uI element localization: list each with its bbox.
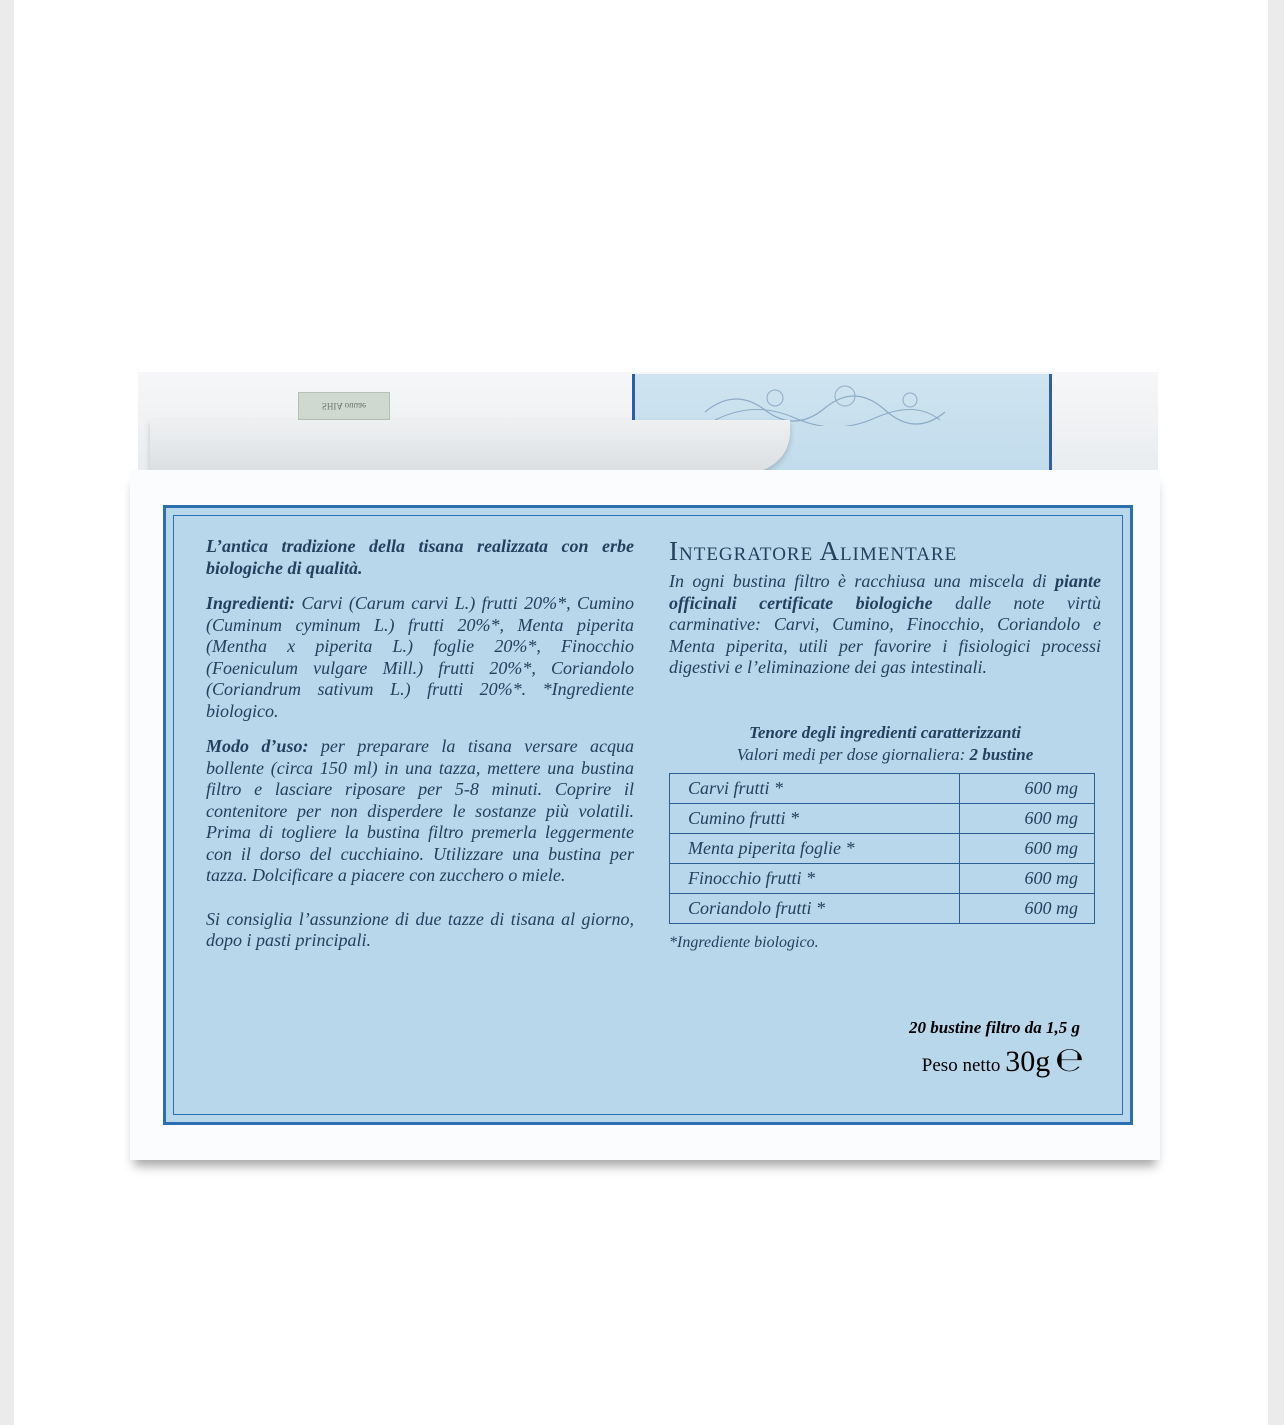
left-column [206, 536, 634, 966]
table-footnote: *Ingrediente biologico. [669, 933, 819, 951]
net-weight [922, 1040, 1084, 1080]
right-column [669, 536, 1101, 952]
ingredients-text: Carvi (Carum carvi L.) frutti 20%*, Cumino (Cuminum cyminum L.) frutti 20%*, Menta piperita (Mentha x piperita L.) foglie 20%*, Finocchio (Foeniculum vulgare Mill.) frutti 20%*, Coriandolo (Coriandrum sativum L.) frutti 20%*. *Ingrediente biologico. [206, 593, 635, 721]
table-subtitle-bold: 2 bustine [969, 744, 1034, 764]
desc-part-1: In ogni bustina filtro è racchiusa una miscela di [669, 571, 1047, 591]
usage-text: per preparare la tisana versare acqua bollente (circa 150 ml) in una tazza, mettere una bustina filtro e lasciare riposare per 5-8 minuti. Coprire il contenitore per non disperdere le sostanze più volatili. Prima di togliere la bustina filtro premerla leggermente con il dorso del cucchiaino. Utilizzare una bustina per tazza. Dolcificare a piacere con zucchero o miele. [206, 736, 635, 885]
product-description [669, 571, 1101, 679]
row-name: Cumino frutti * [670, 803, 960, 833]
table-row [670, 863, 1095, 893]
desc-part-2: dalle note virtù carminative: Carvi, Cumino, Finocchio, Coriandolo e Menta piperita, utili per favorire i fisiologici processi digestivi e l’eliminazione dei gas intestinali. [669, 592, 1101, 677]
usage-paragraph [206, 736, 634, 887]
table-row [670, 833, 1095, 863]
ingredients-paragraph [206, 593, 634, 722]
estimated-sign: ℮ [1054, 1040, 1084, 1080]
box-flap-fold [150, 420, 790, 472]
row-name: Finocchio frutti * [670, 863, 960, 893]
flap-sticker: SHIA ouuae [298, 392, 390, 420]
row-amount: 600 mg [960, 833, 1095, 863]
ingredients-label: Ingredienti: [206, 593, 296, 613]
net-weight-label: Peso netto [921, 1055, 1001, 1076]
advice-text: Si consiglia l’assunzione di due tazze di tisana al giorno, dopo i pasti principali. [206, 908, 634, 950]
table-row [670, 773, 1095, 803]
table-subtitle [669, 745, 1101, 765]
table-row [670, 803, 1095, 833]
row-name: Coriandolo frutti * [670, 893, 960, 923]
table-title: Tenore degli ingredienti caratterizzanti [749, 722, 1021, 742]
row-amount: 600 mg [960, 863, 1095, 893]
row-name: Menta piperita foglie * [670, 833, 960, 863]
table-subtitle-text: Valori medi per dose giornaliera: [736, 744, 966, 764]
ingredients-table [669, 773, 1095, 924]
row-name: Carvi frutti * [670, 773, 960, 803]
label-panel [163, 505, 1133, 1125]
row-amount: 600 mg [960, 803, 1095, 833]
row-amount: 600 mg [960, 773, 1095, 803]
table-row [670, 893, 1095, 923]
net-weight-value: 30g [1005, 1045, 1051, 1078]
product-title: Integratore Alimentare [669, 536, 958, 566]
desc-bold: piante officinali certificate biologiche [669, 571, 1102, 613]
sachet-count: 20 bustine filtro da 1,5 g [909, 1018, 1080, 1037]
row-amount: 600 mg [960, 893, 1095, 923]
intro-text: L’antica tradizione della tisana realizzata con erbe biologiche di qualità. [206, 536, 634, 578]
usage-label: Modo d’uso: [206, 736, 309, 756]
